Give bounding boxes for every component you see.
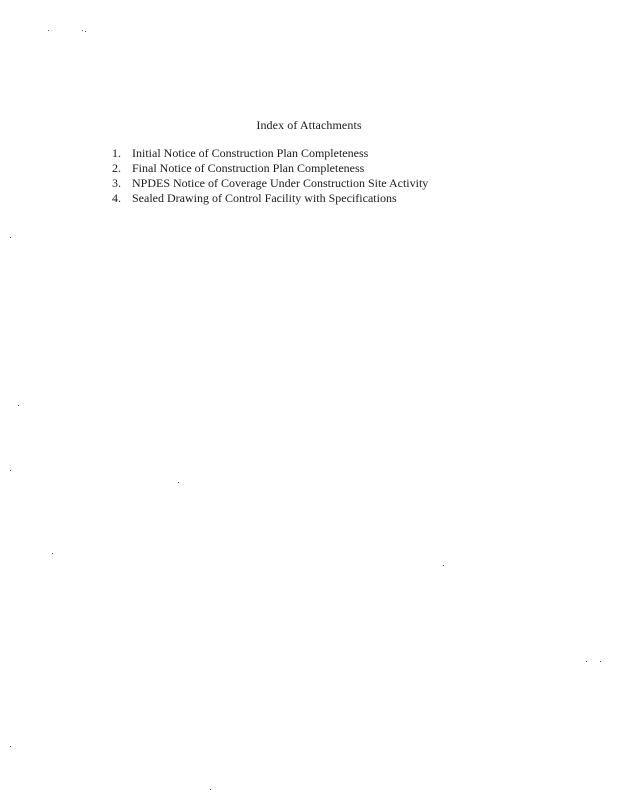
scan-speck [10, 237, 11, 238]
item-number: 3. [112, 176, 121, 190]
scan-speck [18, 405, 19, 406]
scan-speck [586, 661, 587, 662]
scan-speck [10, 746, 11, 747]
item-number: 2. [112, 161, 121, 175]
item-text: NPDES Notice of Coverage Under Construction Site Activity [132, 176, 429, 190]
page-title: Index of Attachments [256, 118, 362, 132]
scan-speck [48, 30, 49, 31]
list-item [112, 146, 428, 161]
scan-speck [52, 553, 53, 554]
item-number: 1. [112, 146, 121, 160]
list-item [112, 191, 428, 206]
attachments-list [112, 146, 428, 206]
scan-speck [82, 30, 83, 31]
scan-speck [443, 565, 444, 566]
scan-speck [210, 789, 211, 790]
scan-speck [10, 470, 11, 471]
item-text: Sealed Drawing of Control Facility with Specifications [132, 191, 397, 205]
list-item [112, 176, 428, 191]
scan-speck [85, 31, 86, 32]
scan-speck [178, 482, 179, 483]
list-item [112, 161, 428, 176]
item-number: 4. [112, 191, 121, 205]
item-text: Final Notice of Construction Plan Completeness [132, 161, 365, 175]
item-text: Initial Notice of Construction Plan Completeness [132, 146, 369, 160]
scan-speck [600, 661, 601, 662]
